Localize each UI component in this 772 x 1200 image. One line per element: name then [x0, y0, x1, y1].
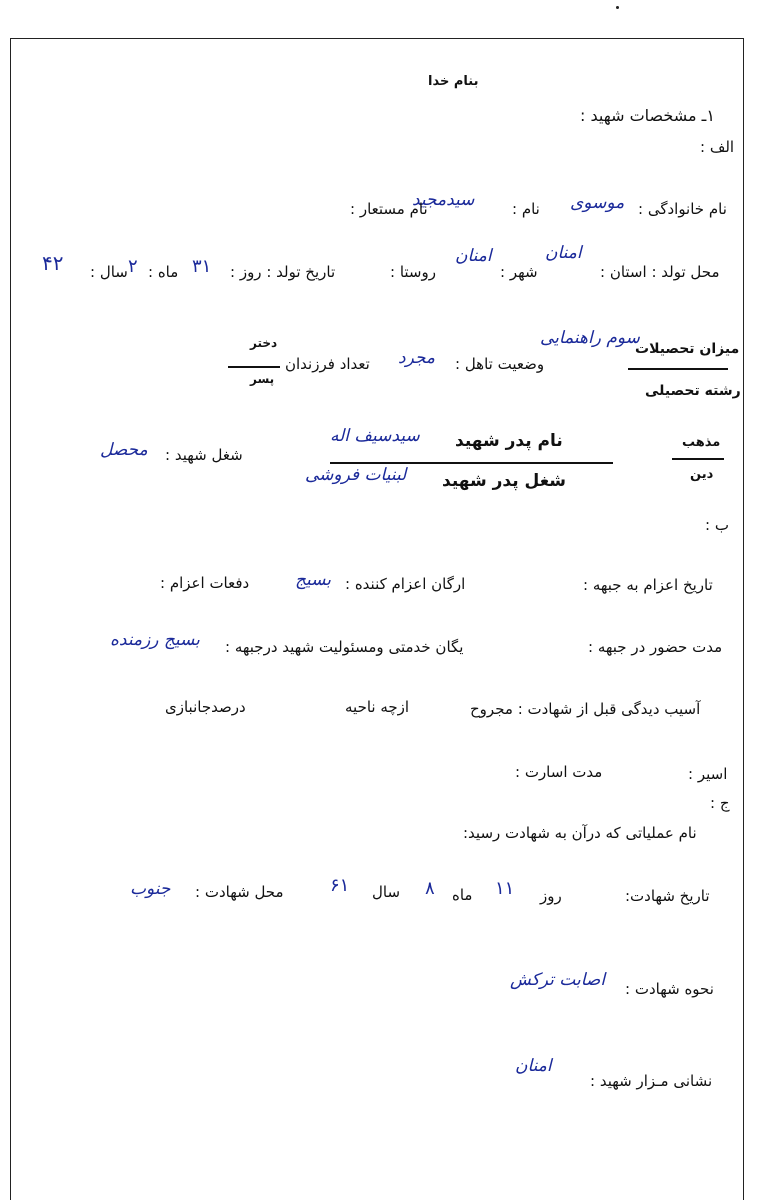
dispatch-count-label: دفعات اعزام : — [160, 574, 250, 592]
injury-label: آسیب دیدگی قبل از شهادت : مجروح — [470, 700, 701, 718]
manner-label: نحوه شهادت : — [625, 980, 714, 998]
martyr-job-label: شغل شهید : — [165, 446, 243, 464]
myear-value: ۶۱ — [330, 875, 350, 896]
religion-label: مذهب — [682, 435, 721, 450]
education-label: میزان تحصیلات — [635, 341, 740, 357]
dispatch-org-label: ارگان اعزام کننده : — [345, 575, 466, 593]
marital-value: مجرد — [398, 348, 436, 368]
daughter-label: دختر — [250, 336, 278, 350]
religion-divider — [672, 458, 724, 460]
father-name-label: نام پدر شهید — [455, 431, 563, 451]
grave-value: امنان — [515, 1056, 552, 1076]
manner-value: اصابت ترکش — [510, 970, 606, 990]
section1-heading: ۱ـ مشخصات شهید : — [580, 106, 715, 125]
faith-label: دین — [690, 467, 714, 482]
mmonth-value: ۸ — [425, 878, 435, 899]
operation-label: نام عملیاتی که درآن به شهادت رسید: — [463, 824, 697, 842]
son-label: پسر — [250, 372, 275, 386]
field-of-study-label: رشته تحصیلی — [645, 383, 741, 399]
birth-month-label: ماه : — [148, 263, 179, 281]
scan-speck — [616, 6, 619, 9]
village-label: روستا : — [390, 263, 436, 281]
unit-label: یگان خدمتی ومسئولیت شهید درجبهه : — [225, 638, 464, 656]
disability-label: درصدجانبازی — [165, 698, 246, 716]
children-label: تعداد فرزندان — [285, 355, 370, 373]
father-name-value: سیدسیف اله — [330, 426, 420, 446]
part-c-label: ج : — [710, 794, 730, 812]
unit-value: بسیج رزمنده — [110, 630, 200, 650]
front-duration-label: مدت حضور در جبهه : — [588, 638, 723, 656]
captivity-label: مدت اسارت : — [515, 763, 603, 781]
father-divider — [330, 462, 613, 464]
city-value: امنان — [455, 246, 492, 266]
name-label: نام : — [512, 200, 540, 218]
city-label: شهر : — [500, 263, 538, 281]
martyr-job-value: محصل — [100, 440, 148, 460]
mmonth-label: ماه — [452, 886, 473, 904]
family-name-value: موسوی — [570, 193, 625, 213]
grave-label: نشانی مـزار شهید : — [590, 1072, 713, 1090]
birthplace-label: محل تولد : استان : — [600, 263, 720, 281]
birth-year-label: سال : — [90, 263, 128, 281]
children-divider — [228, 366, 280, 368]
birth-day-value: ۳۱ — [192, 256, 212, 277]
mday-label: روز — [540, 887, 562, 905]
myear-label: سال — [372, 883, 401, 901]
part-b-label: ب : — [705, 516, 729, 534]
birthdate-label: تاریخ تولد : روز : — [230, 263, 336, 281]
family-name-label: نام خانوادگی : — [638, 200, 727, 218]
place-label: محل شهادت : — [195, 883, 284, 901]
part-a-label: الف : — [700, 138, 735, 156]
dispatch-org-value: بسیج — [295, 570, 332, 590]
father-job-value: لبنیات فروشی — [305, 465, 407, 485]
birth-year-value: ۴۲ — [42, 251, 64, 275]
page-title: بنام خدا — [428, 74, 479, 89]
education-value: سوم راهنمایی — [540, 328, 640, 348]
dispatch-date-label: تاریخ اعزام به جبهه : — [583, 576, 713, 594]
province-value: امنان — [545, 243, 582, 263]
marital-label: وضعیت تاهل : — [455, 355, 545, 373]
education-divider — [628, 368, 728, 370]
birth-month-value: ۲ — [128, 256, 138, 277]
alias-label: نام مستعار : — [350, 200, 428, 218]
captive-label: اسیر : — [688, 765, 728, 783]
injury-area-label: ازچه ناحیه — [345, 698, 410, 716]
martyrdom-date-label: تاریخ شهادت: — [625, 887, 710, 905]
name-value: سیدمجید — [412, 190, 475, 210]
father-job-label: شغل پدر شهید — [442, 471, 567, 491]
place-value: جنوب — [130, 879, 171, 899]
mday-value: ۱۱ — [495, 878, 515, 899]
